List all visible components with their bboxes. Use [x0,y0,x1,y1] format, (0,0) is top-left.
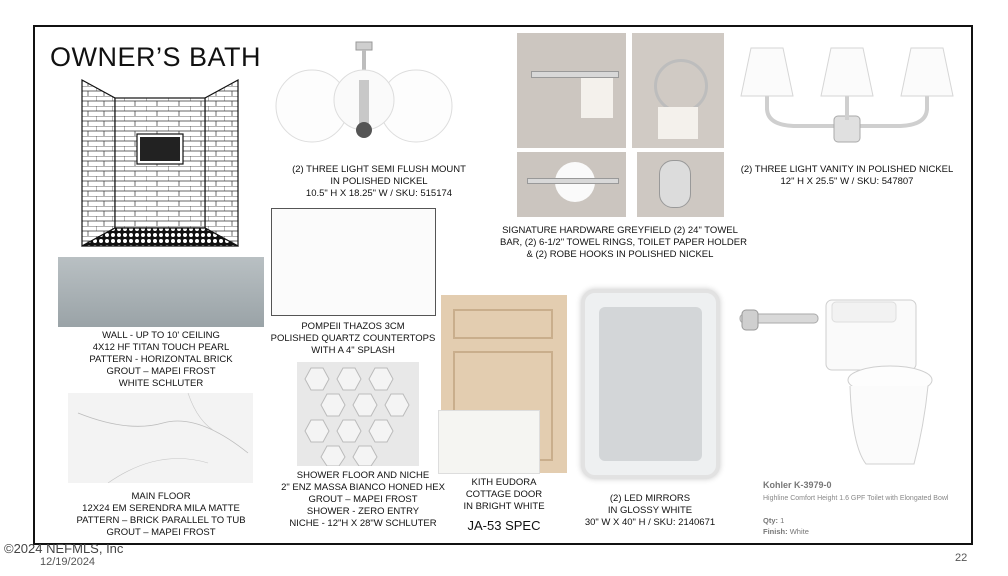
toilet-model: Kohler K-3979-0 [763,480,832,490]
robe-hook-image [637,152,724,217]
vanity-light-image [737,38,957,148]
semi-flush-light-image [274,40,454,160]
wall-tile-swatch [58,257,264,327]
toilet-desc: Highline Comfort Height 1.6 GPF Toilet with Elongated Bowl [763,495,949,502]
hardware-caption: SIGNATURE HARDWARE GREYFIELD (2) 24" TOWEL BAR, (2) 6-1/2" TOWEL RINGS, TOILET PAPER HOLDER & (2) ROBE HOOKS IN POLISHED NICKEL [500,225,747,260]
shower-diagram [80,76,240,254]
countertop-caption: POMPEII THAZOS 3CM POLISHED QUARTZ COUNTERTOPS WITH A 4" SPLASH [270,321,436,356]
finish-value: White [789,527,809,536]
main-floor-swatch [68,393,253,483]
page-title: OWNER’S BATH [50,42,262,72]
shower-floor-caption: SHOWER FLOOR AND NICHE 2" ENZ MASSA BIANCO HONED HEX GROUT – MAPEI FROST SHOWER - ZERO ENTRY NICHE - 12"H X 28"W SCHLUTER [281,470,445,529]
countertop-swatch [271,208,436,316]
led-mirror-image [581,289,720,479]
mirror-caption: (2) LED MIRRORS IN GLOSSY WHITE 30" W X 40" H / SKU: 2140671 [584,493,716,528]
towel-ring-image [632,33,724,148]
toilet-handle-image [738,302,820,338]
cabinet-profile-image [438,410,540,474]
cabinet-caption: KITH EUDORA COTTAGE DOOR IN BRIGHT WHITE [463,477,545,512]
towel-bar-image [517,33,626,148]
wall-caption: WALL - UP TO 10' CEILING 4X12 HF TITAN TOUCH PEARL PATTERN - HORIZONTAL BRICK GROUT – MAPEI FROST WHITE SCHLUTER [89,330,233,389]
qty-label: Qty: [763,516,778,525]
semi-flush-caption: (2) THREE LIGHT SEMI FLUSH MOUNT IN POLISHED NICKEL 10.5" H X 18.25" W / SKU: 515174 [292,164,466,199]
toilet-image [820,296,940,472]
toilet-spec [763,480,973,536]
copyright: ©2024 NEFMLS, Inc [4,541,124,556]
date: 12/19/2024 [40,556,96,568]
finish-label: Finish: [763,527,788,536]
qty-value: 1 [780,516,785,525]
vanity-light-caption: (2) THREE LIGHT VANITY IN POLISHED NICKEL 12" H X 25.5" W / SKU: 547807 [740,164,954,187]
toilet-paper-holder-image [517,152,626,217]
page-number: 22 [955,552,968,564]
cabinet-spec: JA-53 SPEC [467,518,541,533]
hex-tile-swatch [297,362,419,466]
main-floor-caption: MAIN FLOOR 12X24 EM SERENDRA MILA MATTE PATTERN – BRICK PARALLEL TO TUB GROUT – MAPEI FROST [76,491,246,538]
